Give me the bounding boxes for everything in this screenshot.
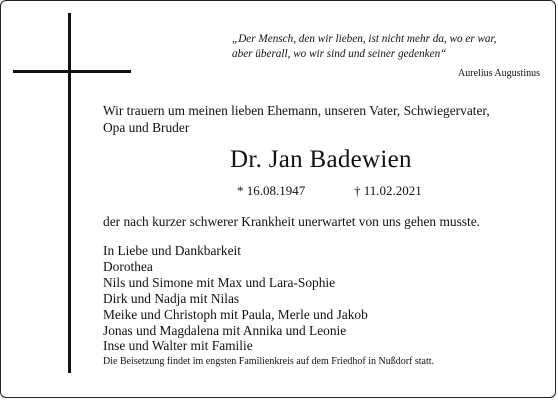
cross-icon-horizontal — [13, 70, 131, 73]
quote — [232, 32, 532, 62]
cross-icon-vertical — [68, 13, 71, 373]
message-text: der nach kurzer schwerer Krankheit unerwartet von uns gehen musste. — [103, 214, 481, 229]
intro-text — [103, 102, 543, 136]
mourner-line: Dorothea — [103, 258, 153, 274]
intro-line-2: Opa und Bruder — [103, 120, 190, 135]
quote-author: Aurelius Augustinus — [458, 68, 540, 79]
mourner-line: In Liebe und Dankbarkeit — [103, 243, 241, 258]
death-date: † 11.02.2021 — [354, 183, 422, 198]
mourner-line: Jonas und Magdalena mit Annika und Leonie — [103, 322, 347, 338]
burial-notice: Die Beisetzung findet im engsten Familienkreis auf dem Friedhof in Nußdorf statt. — [103, 356, 435, 367]
mourner-line: Dirk und Nadja mit Nilas — [103, 290, 240, 306]
intro-line-1: Wir trauern um meinen lieben Ehemann, unseren Vater, Schwiegervater, — [103, 103, 490, 118]
birth-date: * 16.08.1947 — [237, 183, 306, 198]
mourner-line: Nils und Simone mit Max und Lara-Sophie — [103, 274, 336, 290]
mourners-list — [103, 243, 543, 354]
quote-line-2: aber überall, wo wir sind und seiner gedenken“ — [232, 48, 447, 60]
quote-line-1: „Der Mensch, den wir lieben, ist nicht mehr da, wo er war, — [232, 33, 497, 45]
mourner-line: Meike und Christoph mit Paula, Merle und Jakob — [103, 306, 368, 322]
mourner-line: Inse und Walter mit Familie — [103, 338, 253, 354]
deceased-name: Dr. Jan Badewien — [230, 146, 412, 173]
